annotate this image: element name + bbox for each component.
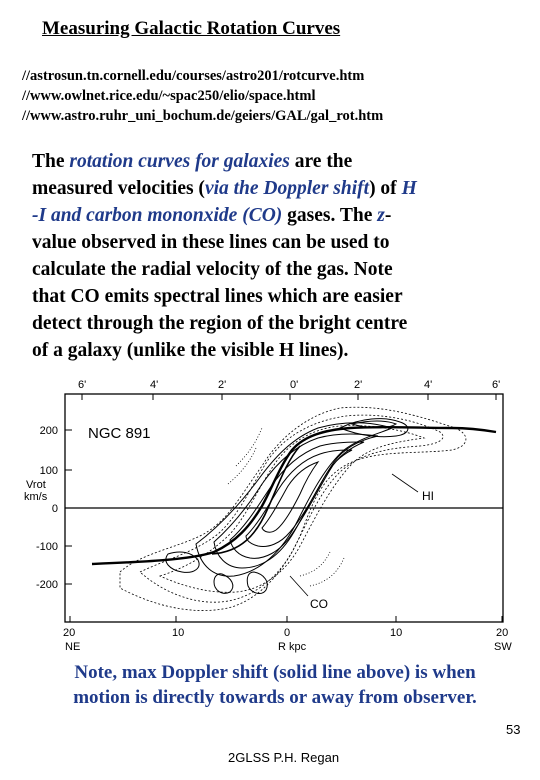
co-contours [166, 419, 408, 594]
rotation-curve-figure [0, 376, 540, 666]
emphasis-text: -I and carbon mononxide (CO) [32, 205, 283, 226]
y-axis-unit: km/s [24, 491, 48, 503]
y-tick-label: 200 [39, 425, 58, 437]
top-tick-label: 4' [424, 379, 433, 391]
emphasis-text: via the Doppler shift [204, 178, 370, 199]
top-tick-label: 6' [78, 379, 87, 391]
y-axis [24, 425, 58, 591]
inner-rotation-curve [212, 446, 300, 554]
note-text [10, 660, 540, 710]
y-tick-label: 100 [39, 465, 58, 477]
y-tick-label: -200 [35, 579, 58, 591]
y-tick-label: -100 [35, 541, 58, 553]
paragraph-line: -I and carbon mononxide (CO) gases. The z- [32, 205, 392, 226]
hi-contours [120, 407, 466, 610]
y-tick-label: 0 [51, 503, 58, 515]
paragraph-line: calculate the radial velocity of the gas. Note [32, 259, 393, 280]
x-axis [63, 627, 512, 653]
note-line: motion is directly towards or away from observer. [73, 687, 477, 708]
paragraph-line: of a galaxy (unlike the visible H lines). [32, 340, 349, 361]
top-axis-labels [78, 379, 500, 391]
slide-title: Measuring Galactic Rotation Curves [42, 18, 341, 39]
reference-link[interactable]: //www.owlnet.rice.edu/~spac250/elio/space.html [22, 88, 316, 104]
emphasis-text: rotation curves for galaxies [69, 151, 290, 172]
paragraph-line: measured velocities (via the Doppler shift) of H [32, 178, 417, 199]
reference-links [22, 66, 383, 126]
x-direction-right: SW [494, 641, 512, 653]
galaxy-label: NGC 891 [88, 425, 151, 442]
y-axis-label: Vrot [26, 479, 46, 491]
x-tick-label: 10 [390, 627, 403, 639]
hi-leader-line [392, 474, 418, 492]
x-direction-left: NE [65, 641, 81, 653]
x-tick-label: 20 [496, 627, 509, 639]
top-tick-label: 4' [150, 379, 159, 391]
page-number: 53 [506, 722, 521, 737]
top-tick-label: 0' [290, 379, 299, 391]
paragraph-line: value observed in these lines can be used to [32, 232, 390, 253]
top-tick-label: 2' [354, 379, 363, 391]
reference-link[interactable]: //astrosun.tn.cornell.edu/courses/astro201/rotcurve.htm [22, 68, 365, 84]
emphasis-text: z [377, 205, 385, 226]
note-line: Note, max Doppler shift (solid line above) is when [74, 662, 476, 683]
x-axis-label: R kpc [278, 641, 307, 653]
top-tick-label: 2' [218, 379, 227, 391]
paragraph-line: that CO emits spectral lines which are easier [32, 286, 403, 307]
top-tick-label: 6' [492, 379, 501, 391]
x-tick-label: 20 [63, 627, 76, 639]
paragraph-line: The rotation curves for galaxies are the [32, 151, 353, 172]
paragraph-line: detect through the region of the bright centre [32, 313, 408, 334]
x-tick-label: 0 [284, 627, 291, 639]
body-paragraph [32, 148, 532, 364]
hi-label: HI [422, 489, 434, 503]
reference-link[interactable]: //www.astro.ruhr_uni_bochum.de/geiers/GAL/gal_rot.htm [22, 108, 384, 124]
x-tick-label: 10 [172, 627, 185, 639]
co-leader-line [290, 576, 308, 596]
emphasis-text: H [401, 178, 417, 199]
co-label: CO [310, 597, 328, 611]
max-doppler-curve [92, 427, 496, 564]
footer-author: 2GLSS P.H. Regan [228, 750, 340, 765]
